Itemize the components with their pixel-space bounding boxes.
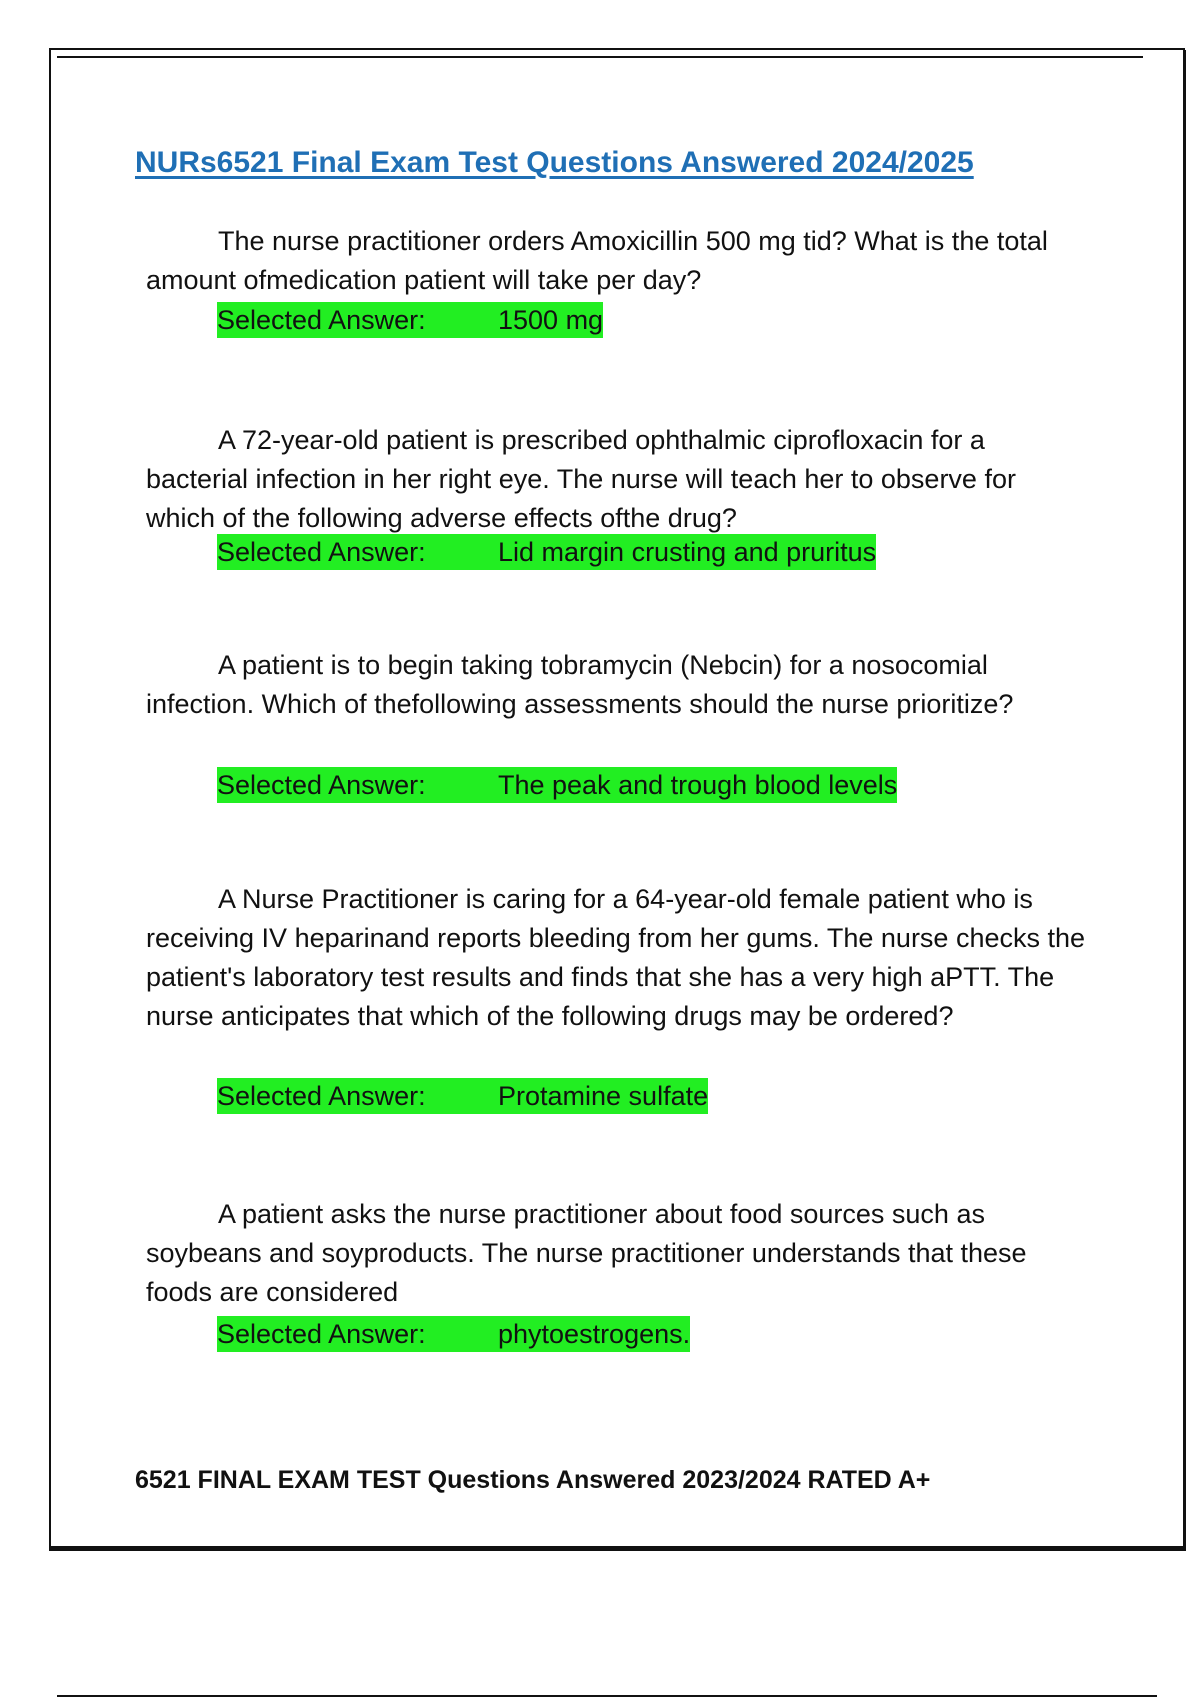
page-border-shadow-bottom xyxy=(49,1548,1186,1551)
selected-answer-value: Protamine sulfate xyxy=(498,1081,709,1111)
question-5-answer xyxy=(217,1316,690,1352)
document-title: NURs6521 Final Exam Test Questions Answered 2024/2025 xyxy=(135,146,974,179)
page-border-shadow-right xyxy=(1183,50,1186,1550)
question-1-answer xyxy=(217,302,603,338)
selected-answer-label: Selected Answer: xyxy=(217,537,426,567)
selected-answer-label: Selected Answer: xyxy=(217,1319,426,1349)
selected-answer-label: Selected Answer: xyxy=(217,305,426,335)
selected-answer-label: Selected Answer: xyxy=(217,770,426,800)
question-5-text: A patient asks the nurse practitioner about food sources such as soybeans and soyproducts. The nurse practitioner understands that these foods are considered xyxy=(146,1199,1027,1307)
question-3-answer xyxy=(217,767,897,803)
selected-answer-value: 1500 mg xyxy=(498,305,604,335)
selected-answer-label: Selected Answer: xyxy=(217,1081,426,1111)
question-1-text: The nurse practitioner orders Amoxicillin 500 mg tid? What is the total amount ofmedication patient will take per day? xyxy=(146,226,1048,295)
question-2-text: A 72-year-old patient is prescribed ophthalmic ciprofloxacin for a bacterial infection in her right eye. The nurse will teach her to observe for which of the following adverse effects ofthe drug? xyxy=(146,425,1016,533)
question-3-text: A patient is to begin taking tobramycin (Nebcin) for a nosocomial infection. Which of thefollowing assessments should the nurse prioritize? xyxy=(146,650,1014,719)
selected-answer-value: The peak and trough blood levels xyxy=(498,770,898,800)
question-2-answer xyxy=(217,534,876,570)
question-4-text: A Nurse Practitioner is caring for a 64-year-old female patient who is receiving IV heparinand reports bleeding from her gums. The nurse checks the patient's laboratory test results and finds that she has a very high aPTT. The nurse anticipates that which of the following drugs may be ordered? xyxy=(146,884,1086,1031)
selected-answer-value: phytoestrogens. xyxy=(498,1319,691,1349)
document-footer: 6521 FINAL EXAM TEST Questions Answered 2023/2024 RATED A+ xyxy=(135,1466,931,1494)
selected-answer-value: Lid margin crusting and pruritus xyxy=(498,537,877,567)
bottom-rule xyxy=(57,1695,1157,1697)
header-rule xyxy=(57,56,1143,58)
question-4-answer xyxy=(217,1078,708,1114)
